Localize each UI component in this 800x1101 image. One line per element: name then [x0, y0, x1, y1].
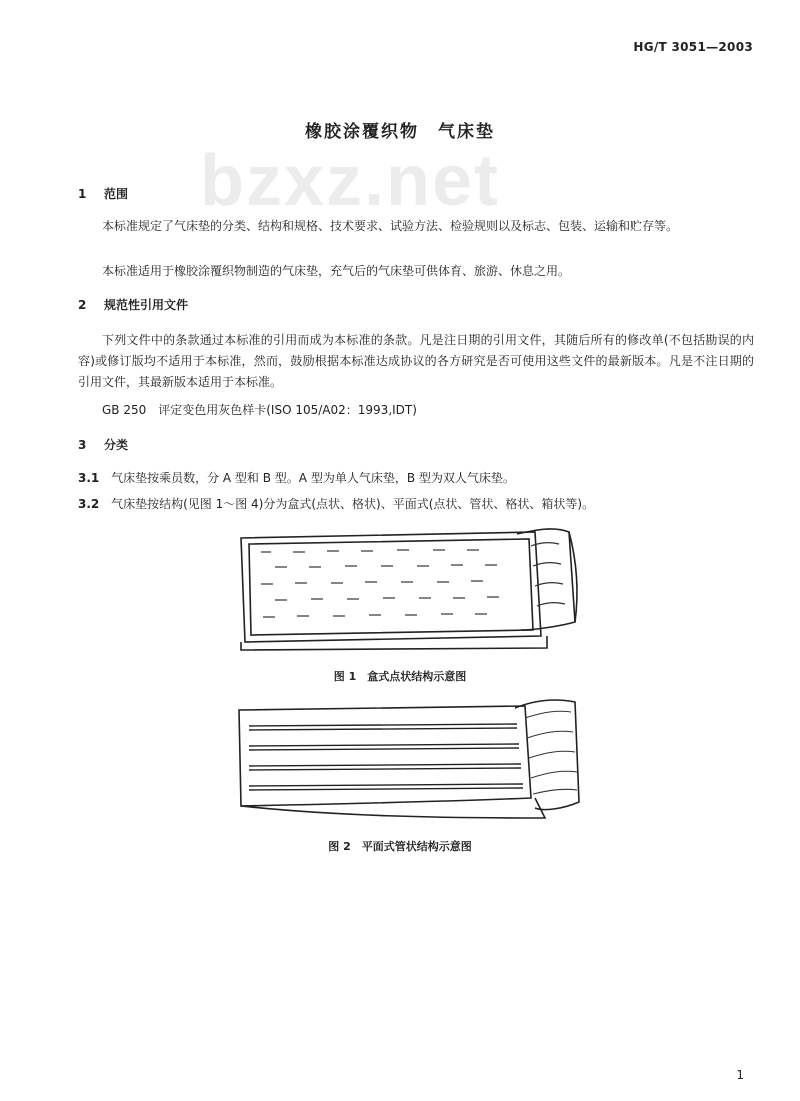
section-heading-3: [78, 436, 128, 453]
clause-number: 3.1: [78, 471, 100, 485]
mattress-top-outline: [241, 532, 541, 642]
watermark: bzxz.net: [200, 141, 501, 221]
tube-lines: [249, 724, 523, 790]
pillow-fold: [517, 529, 575, 630]
mattress-inner-border: [249, 539, 533, 635]
section-number: 3: [78, 438, 87, 452]
section-title: 范围: [104, 187, 129, 201]
section-heading-1: [78, 185, 128, 202]
paragraph: 下列文件中的条款通过本标准的引用而成为本标准的条款。凡是注日期的引用文件，其随后所有的修改单(不包括勘误的内容)或修订版均不适用于本标准，然而，鼓励根据本标准达成协议的各方研究是否可使用这些文件的最新版本。凡是不注日期的引用文件，其最新版本适用于本标准。: [78, 333, 754, 389]
figure-1-caption: 图 1 盒式点状结构示意图: [333, 670, 467, 683]
document-title: 橡胶涂覆织物 气床垫: [305, 122, 495, 142]
figure-2-caption: 图 2 平面式管状结构示意图: [328, 840, 472, 853]
figure-1-drawing: [235, 522, 595, 662]
dot-rows: [261, 550, 499, 617]
section-title: 规范性引用文件: [104, 298, 189, 312]
page-number: 1: [736, 1068, 744, 1082]
figure-2-drawing: [235, 698, 595, 833]
clause-number: 3.2: [78, 497, 100, 511]
section-heading-2: [78, 296, 188, 313]
reference-item: GB 250 评定变色用灰色样卡(ISO 105/A02：1993,IDT): [102, 403, 417, 417]
mattress-outline: [239, 706, 531, 806]
clause-text: 气床垫按乘员数，分 A 型和 B 型。A 型为单人气床垫，B 型为双人气床垫。: [111, 471, 515, 485]
paragraph: 本标准适用于橡胶涂覆织物制造的气床垫，充气后的气床垫可供体育、旅游、休息之用。: [102, 264, 571, 278]
mattress-bottom-edge: [241, 798, 545, 818]
section-number: 2: [78, 298, 87, 312]
pillow-lines: [525, 711, 577, 794]
standard-number: HG/T 3051—2003: [633, 40, 753, 54]
clause-3-1: [78, 468, 754, 489]
section-title: 分类: [104, 438, 129, 452]
section-number: 1: [78, 187, 87, 201]
pillow-fold: [515, 700, 579, 810]
clause-3-2: [78, 494, 754, 515]
clause-text: 气床垫按结构(见图 1～图 4)分为盒式(点状、格状)、平面式(点状、管状、格状、箱状等)。: [111, 497, 595, 511]
mattress-base: [241, 636, 547, 650]
paragraph: 本标准规定了气床垫的分类、结构和规格、技术要求、试验方法、检验规则以及标志、包装、运输和贮存等。: [102, 219, 679, 233]
